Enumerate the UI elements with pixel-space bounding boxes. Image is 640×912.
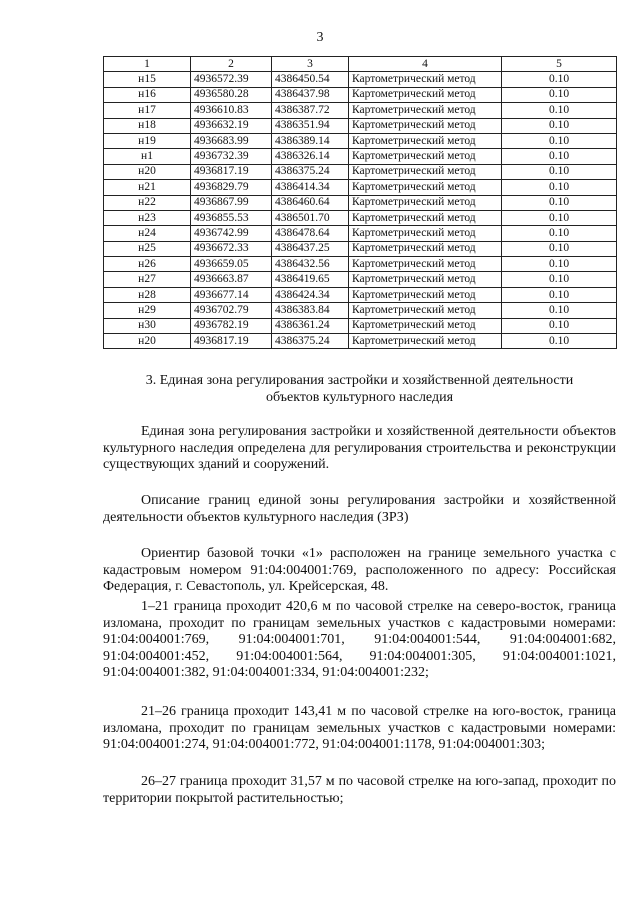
method-cell: Картометрический метод <box>349 334 502 349</box>
point-id-cell: н20 <box>104 164 191 179</box>
x-coordinate-cell: 4936732.39 <box>191 149 272 164</box>
point-id-cell: н29 <box>104 303 191 318</box>
point-id-cell: н26 <box>104 257 191 272</box>
segment-21-26-text: 21–26 граница проходит 143,41 м по часовой стрелке на юго-восток, граница изломана, проходит по границам земельных участков с кадастровыми номерами: 91:04:004001:274, 91:04:004001:772, 91:04:004001:1178, 91:04:004001:303; <box>103 704 616 753</box>
table-row <box>104 118 617 133</box>
method-cell: Картометрический метод <box>349 241 502 256</box>
point-id-cell: н15 <box>104 72 191 87</box>
y-coordinate-cell: 4386460.64 <box>272 195 349 210</box>
method-cell: Картометрический метод <box>349 287 502 302</box>
table-header-cell: 4 <box>349 57 502 72</box>
method-cell: Картометрический метод <box>349 272 502 287</box>
y-coordinate-cell: 4386351.94 <box>272 118 349 133</box>
x-coordinate-cell: 4936817.19 <box>191 164 272 179</box>
accuracy-cell: 0.10 <box>502 133 617 148</box>
accuracy-cell: 0.10 <box>502 303 617 318</box>
y-coordinate-cell: 4386361.24 <box>272 318 349 333</box>
y-coordinate-cell: 4386424.34 <box>272 287 349 302</box>
x-coordinate-cell: 4936829.79 <box>191 180 272 195</box>
table-header-cell: 5 <box>502 57 617 72</box>
section-heading-line: 3. Единая зона регулирования застройки и хозяйственной деятельности <box>145 373 574 388</box>
point-id-cell: н22 <box>104 195 191 210</box>
segment-1-21-paragraph <box>103 599 616 682</box>
table-header-cell: 1 <box>104 57 191 72</box>
method-cell: Картометрический метод <box>349 226 502 241</box>
table-row <box>104 334 617 349</box>
table-row <box>104 164 617 179</box>
method-cell: Картометрический метод <box>349 133 502 148</box>
point-id-cell: н20 <box>104 334 191 349</box>
description-heading-text: Описание границ единой зоны регулирования застройки и хозяйственной деятельности объектов культурного наследия (ЗРЗ) <box>103 493 616 525</box>
accuracy-cell: 0.10 <box>502 180 617 195</box>
x-coordinate-cell: 4936580.28 <box>191 87 272 102</box>
x-coordinate-cell: 4936683.99 <box>191 133 272 148</box>
intro-paragraph <box>103 424 616 474</box>
point-id-cell: н21 <box>104 180 191 195</box>
x-coordinate-cell: 4936672.33 <box>191 241 272 256</box>
x-coordinate-cell: 4936782.19 <box>191 318 272 333</box>
table-row <box>104 226 617 241</box>
coordinates-table <box>103 56 617 349</box>
accuracy-cell: 0.10 <box>502 257 617 272</box>
x-coordinate-cell: 4936659.05 <box>191 257 272 272</box>
y-coordinate-cell: 4386437.25 <box>272 241 349 256</box>
x-coordinate-cell: 4936702.79 <box>191 303 272 318</box>
point-id-cell: н30 <box>104 318 191 333</box>
method-cell: Картометрический метод <box>349 149 502 164</box>
section-heading <box>103 373 616 406</box>
table-row <box>104 149 617 164</box>
x-coordinate-cell: 4936610.83 <box>191 103 272 118</box>
y-coordinate-cell: 4386437.98 <box>272 87 349 102</box>
base-point-paragraph <box>103 546 616 596</box>
y-coordinate-cell: 4386432.56 <box>272 257 349 272</box>
x-coordinate-cell: 4936742.99 <box>191 226 272 241</box>
x-coordinate-cell: 4936663.87 <box>191 272 272 287</box>
x-coordinate-cell: 4936632.19 <box>191 118 272 133</box>
point-id-cell: н18 <box>104 118 191 133</box>
segment-26-27-paragraph <box>103 774 616 807</box>
method-cell: Картометрический метод <box>349 103 502 118</box>
x-coordinate-cell: 4936855.53 <box>191 210 272 225</box>
base-point-text: Ориентир базовой точки «1» расположен на границе земельного участка с кадастровым номером 91:04:004001:769, расположенного по адресу: Российская Федерация, г. Севастополь, ул. Крейсерская, 48. <box>103 546 616 595</box>
y-coordinate-cell: 4386375.24 <box>272 164 349 179</box>
y-coordinate-cell: 4386326.14 <box>272 149 349 164</box>
point-id-cell: н16 <box>104 87 191 102</box>
y-coordinate-cell: 4386450.54 <box>272 72 349 87</box>
table-row <box>104 210 617 225</box>
point-id-cell: н17 <box>104 103 191 118</box>
x-coordinate-cell: 4936572.39 <box>191 72 272 87</box>
y-coordinate-cell: 4386389.14 <box>272 133 349 148</box>
table-header-cell: 2 <box>191 57 272 72</box>
table-row <box>104 257 617 272</box>
accuracy-cell: 0.10 <box>502 195 617 210</box>
method-cell: Картометрический метод <box>349 118 502 133</box>
x-coordinate-cell: 4936867.99 <box>191 195 272 210</box>
accuracy-cell: 0.10 <box>502 318 617 333</box>
table-row <box>104 133 617 148</box>
y-coordinate-cell: 4386501.70 <box>272 210 349 225</box>
point-id-cell: н24 <box>104 226 191 241</box>
intro-text: Единая зона регулирования застройки и хозяйственной деятельности объектов культурного наследия определена для регулирования строительства и реконструкции существующих зданий и сооружений. <box>103 424 616 473</box>
segment-26-27-text: 26–27 граница проходит 31,57 м по часовой стрелке на юго-запад, проходит по территории покрытой растительностью; <box>103 774 616 806</box>
section-heading-line: объектов культурного наследия <box>265 389 454 405</box>
y-coordinate-cell: 4386414.34 <box>272 180 349 195</box>
point-id-cell: н27 <box>104 272 191 287</box>
method-cell: Картометрический метод <box>349 210 502 225</box>
table-row <box>104 303 617 318</box>
point-id-cell: н1 <box>104 149 191 164</box>
method-cell: Картометрический метод <box>349 164 502 179</box>
accuracy-cell: 0.10 <box>502 272 617 287</box>
table-row <box>104 287 617 302</box>
page-number: 3 <box>316 30 324 45</box>
table-row <box>104 72 617 87</box>
method-cell: Картометрический метод <box>349 87 502 102</box>
point-id-cell: н25 <box>104 241 191 256</box>
table-row <box>104 103 617 118</box>
accuracy-cell: 0.10 <box>502 226 617 241</box>
method-cell: Картометрический метод <box>349 257 502 272</box>
method-cell: Картометрический метод <box>349 303 502 318</box>
table-row <box>104 241 617 256</box>
accuracy-cell: 0.10 <box>502 72 617 87</box>
table-row <box>104 318 617 333</box>
accuracy-cell: 0.10 <box>502 334 617 349</box>
y-coordinate-cell: 4386387.72 <box>272 103 349 118</box>
accuracy-cell: 0.10 <box>502 287 617 302</box>
table-row <box>104 272 617 287</box>
accuracy-cell: 0.10 <box>502 164 617 179</box>
y-coordinate-cell: 4386375.24 <box>272 334 349 349</box>
table-row <box>104 87 617 102</box>
accuracy-cell: 0.10 <box>502 87 617 102</box>
x-coordinate-cell: 4936677.14 <box>191 287 272 302</box>
y-coordinate-cell: 4386478.64 <box>272 226 349 241</box>
point-id-cell: н28 <box>104 287 191 302</box>
table-header-row <box>104 57 617 72</box>
x-coordinate-cell: 4936817.19 <box>191 334 272 349</box>
accuracy-cell: 0.10 <box>502 149 617 164</box>
table-header-cell: 3 <box>272 57 349 72</box>
accuracy-cell: 0.10 <box>502 210 617 225</box>
segment-21-26-paragraph <box>103 704 616 754</box>
method-cell: Картометрический метод <box>349 195 502 210</box>
point-id-cell: н23 <box>104 210 191 225</box>
method-cell: Картометрический метод <box>349 180 502 195</box>
segment-1-21-text: 1–21 граница проходит 420,6 м по часовой стрелке на северо-восток, граница изломана, проходит по границам земельных участков с кадастровыми номерами: 91:04:004001:769, 91:04:004001:701, 91:04:004001:544, 91:04:004001:682, 91:04:004001:452, 91:04:004001:564, 91:04:004001:305, 91:04:004001:1021, 91:04:004001:382, 91:04:004001:334, 91:04:004001:232; <box>103 599 616 681</box>
method-cell: Картометрический метод <box>349 72 502 87</box>
accuracy-cell: 0.10 <box>502 241 617 256</box>
y-coordinate-cell: 4386383.84 <box>272 303 349 318</box>
accuracy-cell: 0.10 <box>502 118 617 133</box>
table-row <box>104 195 617 210</box>
point-id-cell: н19 <box>104 133 191 148</box>
description-heading <box>103 493 616 526</box>
table-row <box>104 180 617 195</box>
accuracy-cell: 0.10 <box>502 103 617 118</box>
method-cell: Картометрический метод <box>349 318 502 333</box>
y-coordinate-cell: 4386419.65 <box>272 272 349 287</box>
